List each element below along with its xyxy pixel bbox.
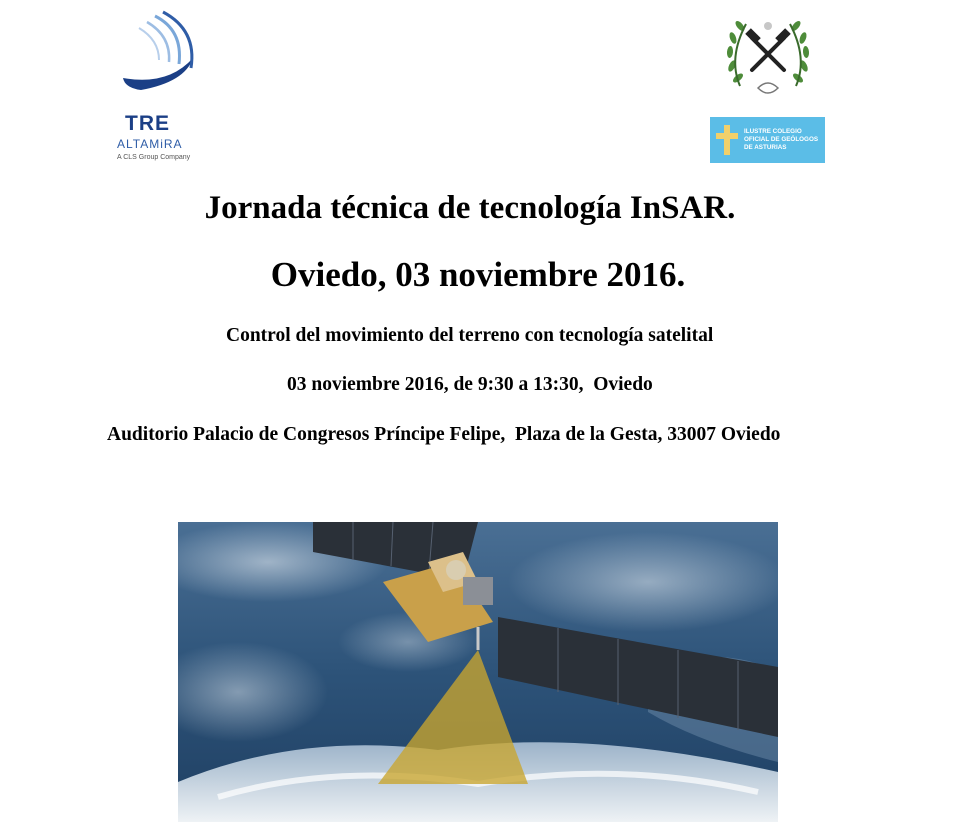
event-date-time: 03 noviembre 2016, de 9:30 a 13:30, Oviedo [287, 374, 653, 395]
satellite-illustration [178, 522, 778, 822]
colegio-line-2: OFICIAL DE GEÓLOGOS [744, 136, 819, 144]
event-venue: Auditorio Palacio de Congresos Príncipe Felipe, Plaza de la Gesta, 33007 Oviedo [107, 424, 781, 445]
colegio-line-3: DE ASTURIAS [744, 143, 787, 151]
tre-logo-subname: ALTAMiRA [117, 137, 183, 151]
tre-altamira-logo [105, 8, 215, 168]
colegio-line-1: ILUSTRE COLEGIO [744, 128, 802, 136]
tre-logo-tagline: A CLS Group Company [117, 154, 191, 161]
satellite-over-earth-image [178, 522, 778, 822]
tre-swoosh-icon [113, 8, 213, 108]
tre-logo-name: TRE [125, 112, 170, 135]
event-title: Jornada técnica de tecnología InSAR. [204, 190, 736, 226]
event-location-date: Oviedo, 03 noviembre 2016. [270, 255, 686, 294]
event-subtitle: Control del movimiento del terreno con tecnología satelital [226, 325, 714, 346]
laurel-wreath-hammer-icon [718, 8, 818, 104]
asturias-cross-icon [714, 123, 740, 157]
colegio-geologos-logo [710, 117, 825, 163]
colegio-logo-text [744, 128, 818, 152]
geologists-emblem [718, 8, 818, 109]
